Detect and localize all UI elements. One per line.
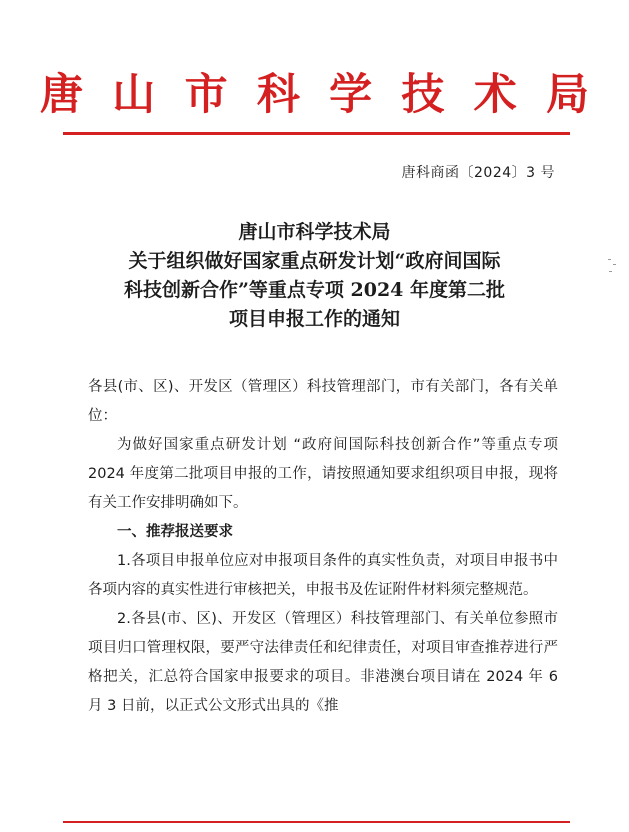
masthead-organization-name — [40, 60, 589, 130]
intro-paragraph: 为做好国家重点研发计划 “政府间国际科技创新合作”等重点专项 2024 年度第二批项目申报的工作，请按照通知要求组织项目申报，现将有关工作安排明确如下。 — [88, 437, 558, 511]
masthead-char: 局 — [545, 70, 589, 120]
masthead-red-rule — [63, 132, 570, 135]
scan-edge-marks — [606, 255, 620, 279]
masthead-char: 科 — [256, 70, 300, 120]
document-number: 唐科商函〔2024〕3 号 — [401, 165, 555, 181]
addressee: 各县(市、区)、开发区（管理区）科技管理部门，市有关部门，各有关单位： — [88, 379, 558, 424]
footer-red-rule — [63, 821, 570, 823]
masthead-char: 技 — [401, 70, 445, 120]
masthead-char: 术 — [473, 70, 517, 120]
masthead-char: 学 — [329, 70, 373, 120]
list-item: 2.各县(市、区)、开发区（管理区）科技管理部门、有关单位参照市项目归口管理权限，要严守法律责任和纪律责任，对项目审查推荐进行严格把关，汇总符合国家申报要求的项目。非港澳台项目请在 2024 年 6 月 3 日前，以正式公文形式出具的《推 — [88, 611, 558, 714]
document-title — [60, 218, 569, 334]
title-line: 项目申报工作的通知 — [228, 308, 400, 330]
masthead-char: 唐 — [40, 70, 83, 120]
masthead-char: 市 — [184, 70, 228, 120]
title-line: 关于组织做好国家重点研发计划“政府间国际 — [128, 250, 501, 272]
masthead-char: 山 — [112, 70, 156, 120]
title-line: 唐山市科学技术局 — [238, 221, 391, 243]
section-heading: 一、推荐报送要求 — [117, 524, 233, 540]
title-line: 科技创新合作”等重点专项 2024 年度第二批 — [123, 279, 506, 301]
document-body — [88, 373, 558, 721]
list-item: 1.各项目申报单位应对申报项目条件的真实性负责，对项目申报书中各项内容的真实性进行审核把关，申报书及佐证附件材料须完整规范。 — [88, 553, 558, 598]
